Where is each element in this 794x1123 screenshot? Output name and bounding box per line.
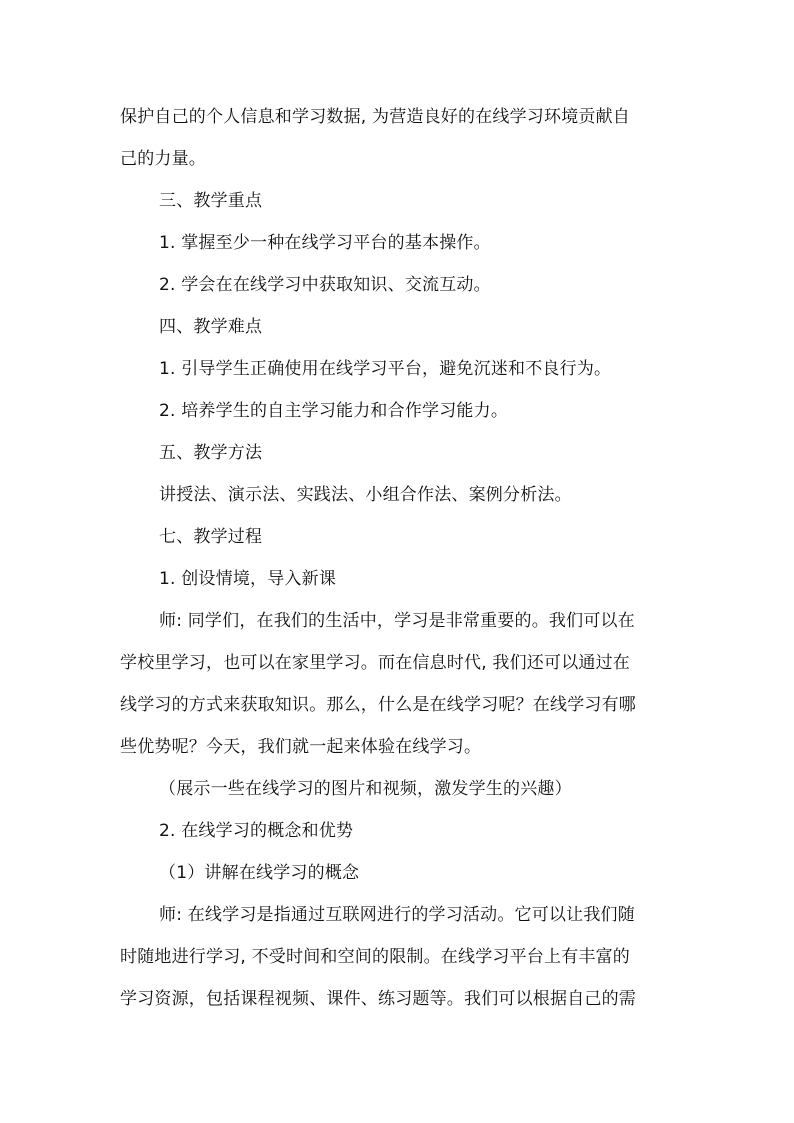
paragraph-line: 己的力量。 (120, 149, 206, 169)
list-item: 2. 培养学生的自主学习能力和合作学习能力。 (159, 401, 509, 421)
paragraph-line: （展示一些在线学习的图片和视频，激发学生的兴趣） (159, 779, 572, 799)
paragraph-line: 师: 同学们，在我们的生活中，学习是非常重要的。我们可以在 (159, 611, 635, 631)
subsection-heading: 1. 创设情境，导入新课 (159, 569, 337, 589)
paragraph-line: 保护自己的个人信息和学习数据, 为营造良好的在线学习环境贡献自 (120, 107, 631, 127)
paragraph-line: 学习资源，包括课程视频、课件、练习题等。我们可以根据自己的需 (120, 989, 636, 1009)
list-item: 2. 学会在在线学习中获取知识、交流互动。 (159, 275, 491, 295)
paragraph-line: 讲授法、演示法、实践法、小组合作法、案例分析法。 (159, 485, 572, 505)
subsection-heading: 2. 在线学习的概念和优势 (159, 821, 354, 841)
section-heading: 五、教学方法 (159, 443, 263, 463)
section-heading: 三、教学重点 (159, 191, 263, 211)
section-heading: 七、教学过程 (159, 527, 263, 547)
paragraph-line: 学校里学习，也可以在家里学习。而在信息时代, 我们还可以通过在 (120, 653, 631, 673)
section-heading: 四、教学难点 (159, 317, 263, 337)
list-item: 1. 掌握至少一种在线学习平台的基本操作。 (159, 233, 491, 253)
paragraph-line: 线学习的方式来获取知识。那么，什么是在线学习呢？在线学习有哪 (120, 695, 636, 715)
paragraph-line: 些优势呢？今天，我们就一起来体验在线学习。 (120, 737, 482, 757)
paragraph-line: 师: 在线学习是指通过互联网进行的学习活动。它可以让我们随 (159, 905, 635, 925)
paragraph-line: 时随地进行学习, 不受时间和空间的限制。在线学习平台上有丰富的 (120, 947, 631, 967)
subsection-heading: （1）讲解在线学习的概念 (159, 863, 360, 883)
list-item: 1. 引导学生正确使用在线学习平台，避免沉迷和不良行为。 (159, 359, 612, 379)
